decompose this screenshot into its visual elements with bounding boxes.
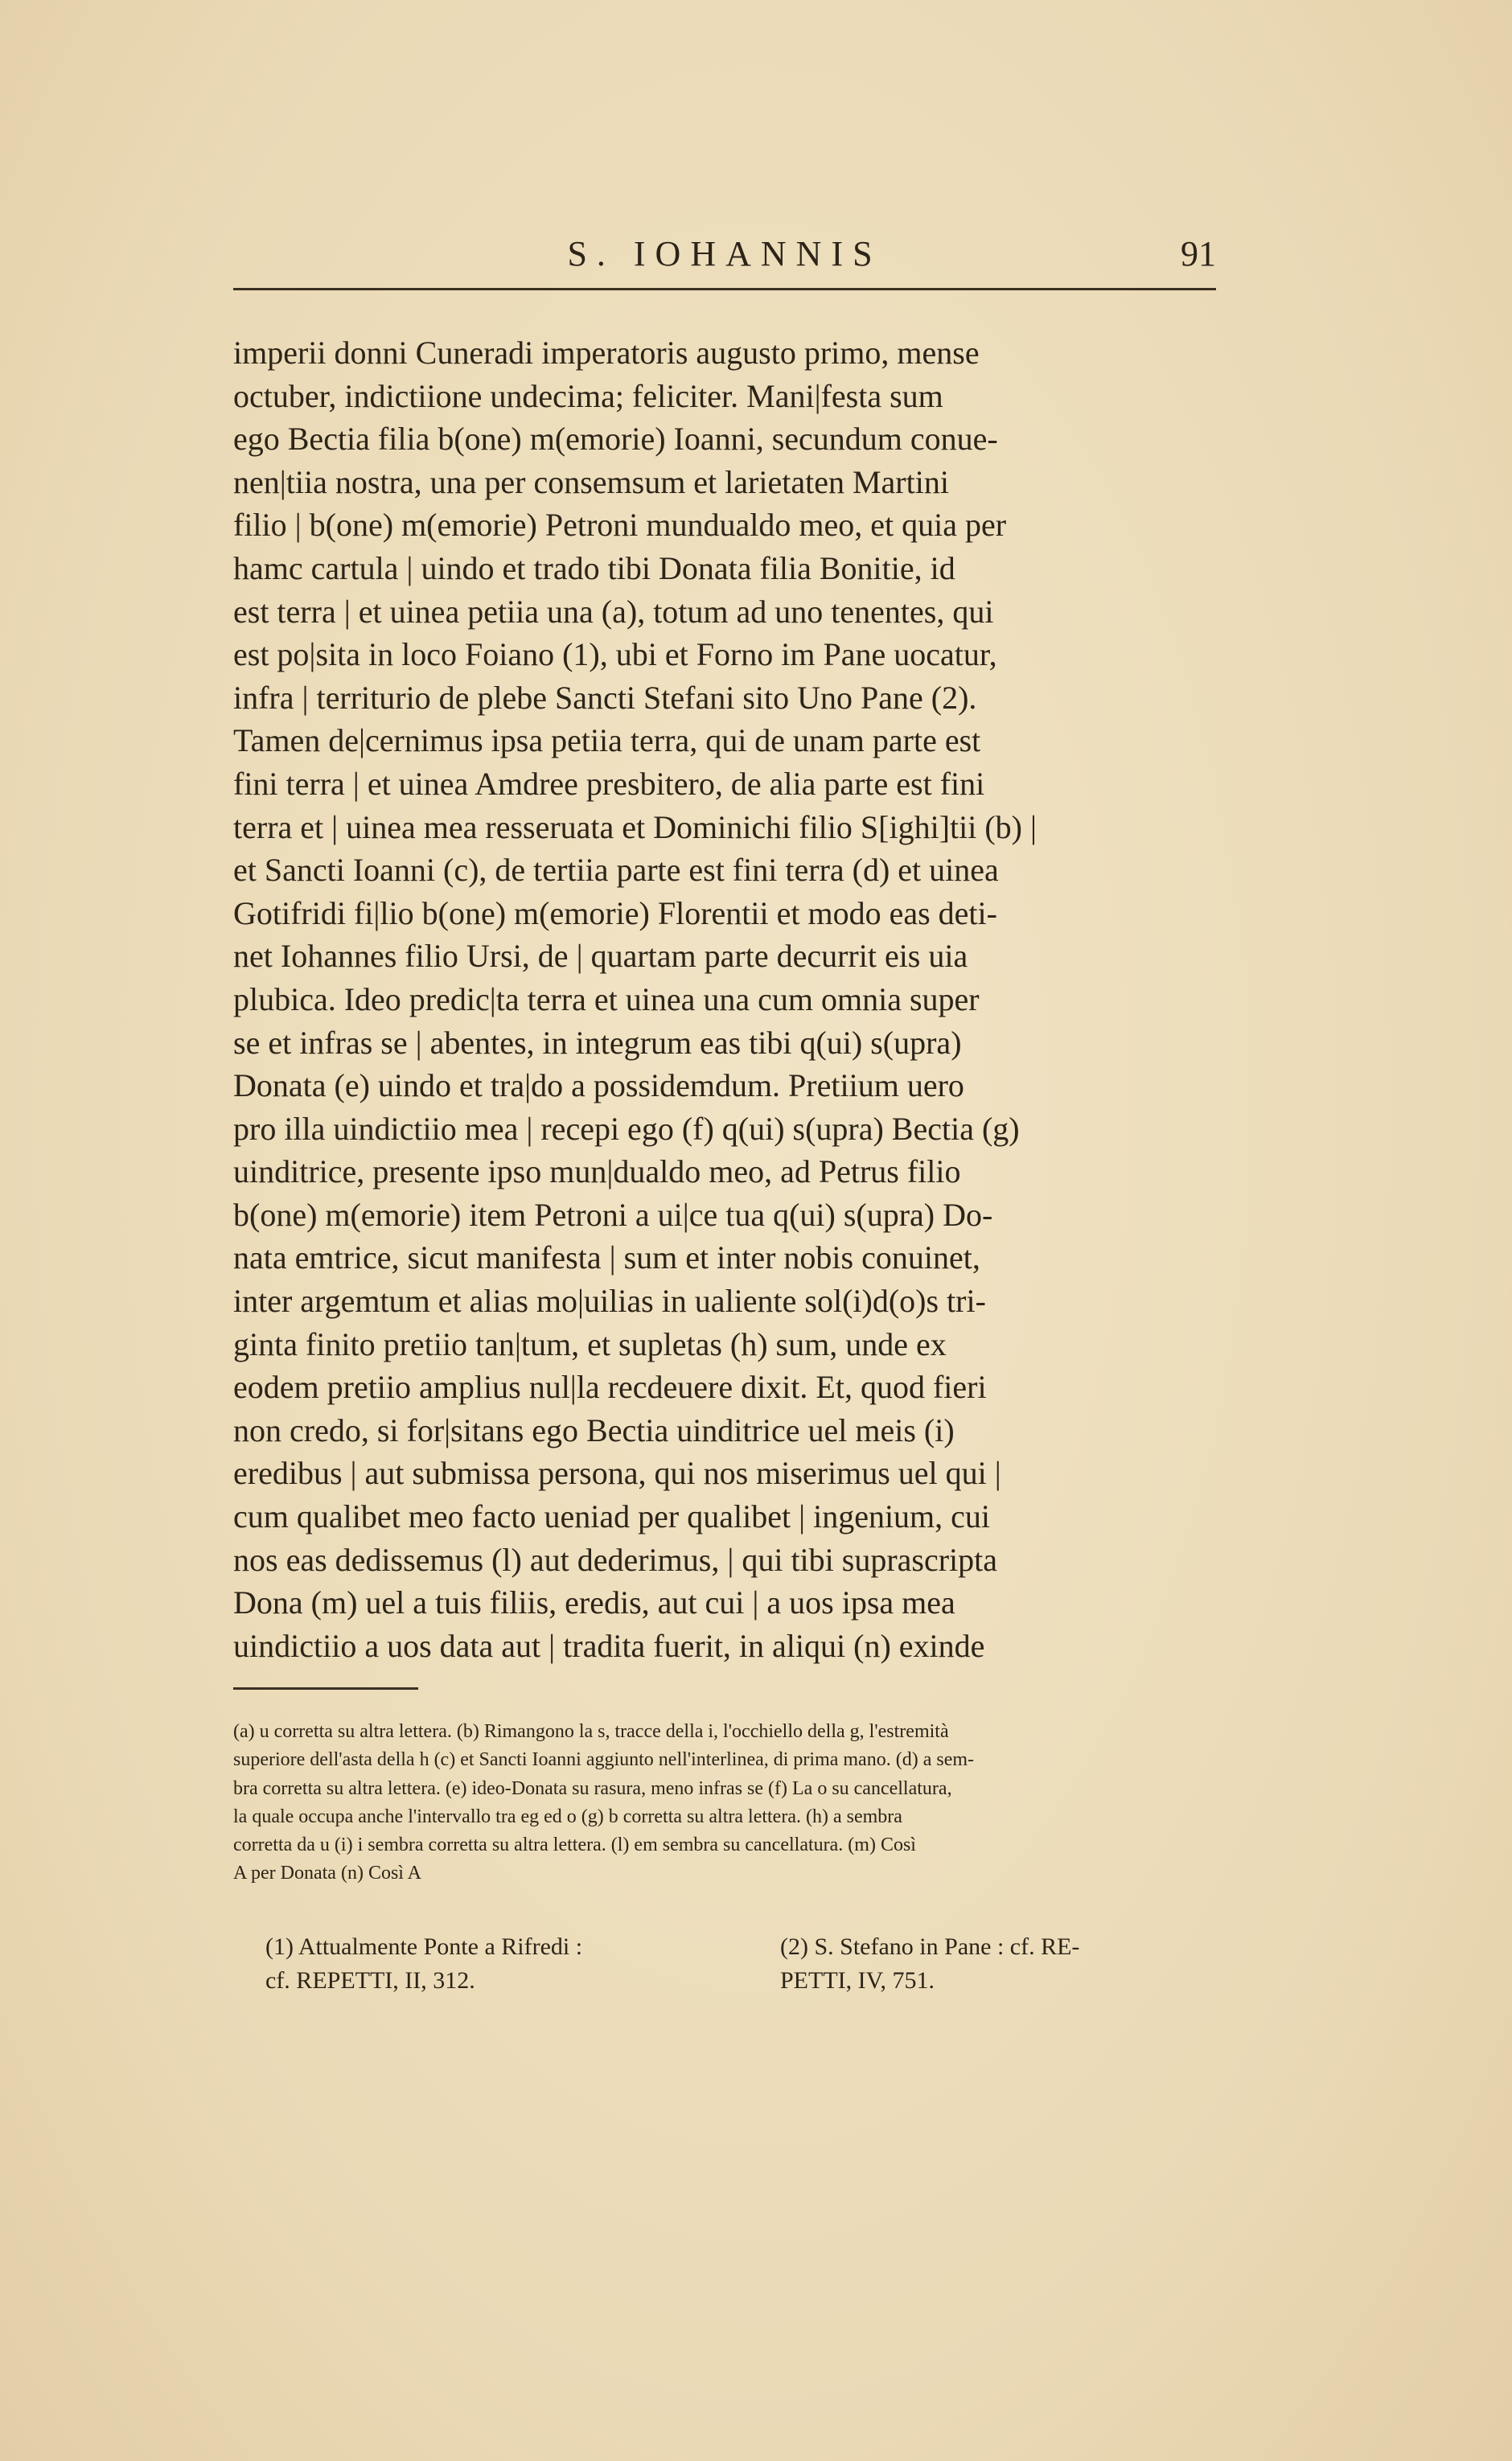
apparatus-line: la quale occupa anche l'intervallo tra eg ed o (g) b corretta su altra lettera. (h) a sembra [233,1806,902,1827]
text-line: pro illa uindictiio mea | recepi ego (f) q(ui) s(upra) Bectia (g) [233,1110,1020,1147]
text-line: eredibus | aut submissa persona, qui nos miserimus uel qui | [233,1455,1001,1492]
text-line: nata emtrice, sicut manifesta | sum et inter nobis conuinet, [233,1239,980,1276]
text-line: Dona (m) uel a tuis filiis, eredis, aut cui | a uos ipsa mea [233,1584,955,1621]
note-line: cf. REPETTI, II, 312. [265,1967,475,1994]
note-line: (1) Attualmente Ponte a Rifredi : [265,1933,583,1960]
text-line: est po|sita in loco Foiano (1), ubi et Forno im Pane uocatur, [233,636,997,673]
running-head: S. IOHANNIS [567,234,882,273]
text-line: nen|tiia nostra, una per consemsum et larietaten Martini [233,463,949,500]
text-line: filio | b(one) m(emorie) Petroni mundualdo meo, et quia per [233,507,1007,544]
apparatus-line: A per Donata (n) Così A [233,1863,421,1884]
text-line: ginta finito pretiio tan|tum, et supletas (h) sum, unde ex [233,1325,947,1362]
text-line: cum qualibet meo facto ueniad per qualibet | ingenium, cui [233,1498,991,1535]
critical-apparatus [233,1718,1216,1888]
text-line: se et infras se | abentes, in integrum eas tibi q(ui) s(upra) [233,1024,962,1061]
text-line: inter argemtum et alias mo|uilias in ualiente sol(i)d(o)s tri- [233,1283,986,1320]
text-line: imperii donni Cuneradi imperatoris augusto primo, mense [233,335,980,371]
text-line: plubica. Ideo predic|ta terra et uinea una cum omnia super [233,980,980,1017]
text-line: et Sancti Ioanni (c), de tertiia parte est fini terra (d) et uinea [233,852,999,889]
text-line: est terra | et uinea petiia una (a), totum ad uno tenentes, qui [233,593,994,630]
note-2 [780,1930,1247,1998]
page-number: 91 [1181,234,1216,273]
text-line: hamc cartula | uindo et trado tibi Donata filia Bonitie, id [233,549,955,586]
note-1 [265,1930,732,1998]
apparatus-line: (a) u corretta su altra lettera. (b) Rimangono la s, tracce della i, l'occhiello della g, l'estremità [233,1721,949,1742]
text-line: uindictiio a uos data aut | tradita fuerit, in aliqui (n) exinde [233,1627,985,1664]
note-line: PETTI, IV, 751. [780,1967,935,1994]
text-line: fini terra | et uinea Amdree presbitero, de alia parte est fini [233,765,985,802]
text-line: b(one) m(emorie) item Petroni a ui|ce tua q(ui) s(upra) Do- [233,1196,993,1233]
text-line: net Iohannes filio Ursi, de | quartam parte decurrit eis uia [233,938,968,975]
charter-text [233,331,1216,1667]
text-line: nos eas dedissemus (l) aut dederimus, | qui tibi suprascripta [233,1541,998,1578]
page-header [233,233,1216,273]
text-line: non credo, si for|sitans ego Bectia uinditrice uel meis (i) [233,1411,955,1448]
text-line: infra | territurio de plebe Sancti Stefani sito Uno Pane (2). [233,679,977,716]
text-line: Tamen de|cernimus ipsa petiia terra, qui de unam parte est [233,722,981,759]
text-line: eodem pretiio amplius nul|la recdeuere dixit. Et, quod fieri [233,1369,987,1406]
apparatus-line: bra corretta su altra lettera. (e) ideo-Donata su rasura, meno infras se (f) La o su cancellatura, [233,1777,952,1799]
footnote-rule [233,1687,418,1690]
text-line: Gotifridi fi|lio b(one) m(emorie) Florentii et modo eas deti- [233,894,997,931]
text-line: ego Bectia filia b(one) m(emorie) Ioanni, secundum conue- [233,421,998,458]
text-line: terra et | uinea mea resseruata et Dominichi filio S[ighi]tii (b) | [233,808,1037,845]
text-line: Donata (e) uindo et tra|do a possidemdum. Pretiium uero [233,1067,964,1104]
text-line: octuber, indictiione undecima; feliciter. Mani|festa sum [233,377,943,414]
header-rule [233,288,1216,290]
apparatus-line: corretta da u (i) i sembra corretta su altra lettera. (l) em sembra su cancellatura. (m) Così [233,1834,916,1856]
apparatus-line: superiore dell'asta della h (c) et Sancti Ioanni aggiunto nell'interlinea, di prima mano. (d) a sem- [233,1749,974,1771]
text-line: uinditrice, presente ipso mun|dualdo meo, ad Petrus filio [233,1153,961,1190]
note-line: (2) S. Stefano in Pane : cf. RE- [780,1933,1080,1960]
